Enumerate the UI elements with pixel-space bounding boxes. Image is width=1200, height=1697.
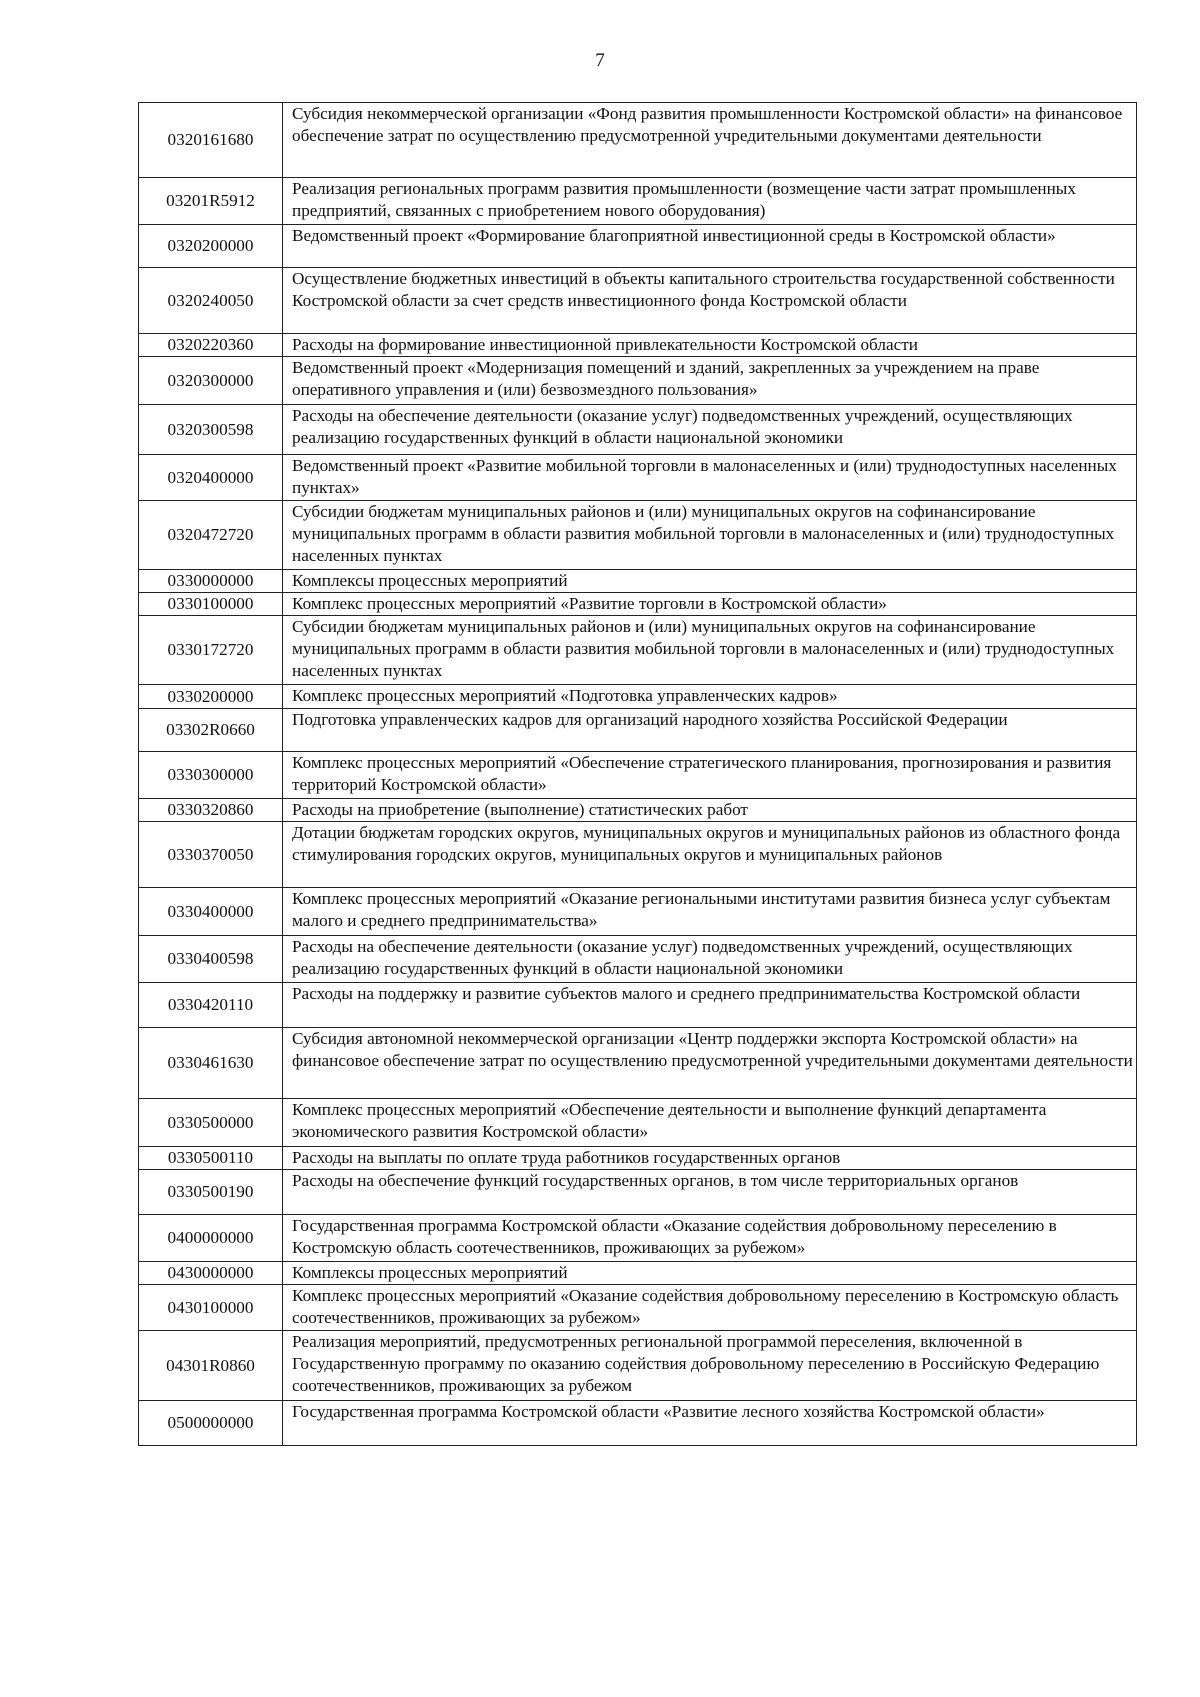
table-row bbox=[139, 268, 1137, 334]
table-row bbox=[139, 1215, 1137, 1262]
table-row bbox=[139, 103, 1137, 178]
table-row bbox=[139, 709, 1137, 752]
budget-code-table bbox=[138, 102, 1137, 1446]
description-cell: Дотации бюджетам городских округов, муниципальных округов и муниципальных районов из областного фонда стимулирования городских округов, муниципальных округов и муниципальных районов bbox=[283, 822, 1137, 888]
code-cell: 0400000000 bbox=[139, 1215, 283, 1262]
code-cell: 0320472720 bbox=[139, 501, 283, 570]
code-cell: 0330461630 bbox=[139, 1028, 283, 1099]
description-cell: Комплексы процессных мероприятий bbox=[283, 1262, 1137, 1285]
table-row bbox=[139, 570, 1137, 593]
code-cell: 0330400598 bbox=[139, 936, 283, 983]
description-cell: Расходы на обеспечение функций государственных органов, в том числе территориальных органов bbox=[283, 1170, 1137, 1215]
description-cell: Комплекс процессных мероприятий «Развитие торговли в Костромской области» bbox=[283, 593, 1137, 616]
table-row bbox=[139, 405, 1137, 455]
description-cell: Расходы на поддержку и развитие субъектов малого и среднего предпринимательства Костромской области bbox=[283, 983, 1137, 1028]
description-cell: Государственная программа Костромской области «Развитие лесного хозяйства Костромской области» bbox=[283, 1401, 1137, 1446]
table-row bbox=[139, 1262, 1137, 1285]
table-row bbox=[139, 822, 1137, 888]
description-cell: Расходы на выплаты по оплате труда работников государственных органов bbox=[283, 1147, 1137, 1170]
code-cell: 03302R0660 bbox=[139, 709, 283, 752]
code-cell: 0330300000 bbox=[139, 752, 283, 799]
code-cell: 0320300598 bbox=[139, 405, 283, 455]
description-cell: Комплекс процессных мероприятий «Оказание региональными институтами развития бизнеса услуг субъектам малого и среднего предпринимательства» bbox=[283, 888, 1137, 936]
table-row bbox=[139, 983, 1137, 1028]
code-cell: 0330000000 bbox=[139, 570, 283, 593]
description-cell: Подготовка управленческих кадров для организаций народного хозяйства Российской Федерации bbox=[283, 709, 1137, 752]
code-cell: 0330100000 bbox=[139, 593, 283, 616]
description-cell: Комплекс процессных мероприятий «Подготовка управленческих кадров» bbox=[283, 685, 1137, 709]
description-cell: Комплексы процессных мероприятий bbox=[283, 570, 1137, 593]
table-row bbox=[139, 334, 1137, 357]
code-cell: 0320161680 bbox=[139, 103, 283, 178]
code-cell: 04301R0860 bbox=[139, 1331, 283, 1401]
code-cell: 0320200000 bbox=[139, 225, 283, 268]
code-cell: 0320240050 bbox=[139, 268, 283, 334]
code-cell: 0330172720 bbox=[139, 616, 283, 685]
table-row bbox=[139, 1147, 1137, 1170]
description-cell: Комплекс процессных мероприятий «Обеспечение деятельности и выполнение функций департамента экономического развития Костромской области» bbox=[283, 1099, 1137, 1147]
description-cell: Субсидия автономной некоммерческой организации «Центр поддержки экспорта Костромской области» на финансовое обеспечение затрат по осуществлению предусмотренной учредительными документами деятельности bbox=[283, 1028, 1137, 1099]
table-row bbox=[139, 455, 1137, 501]
code-cell: 0430100000 bbox=[139, 1285, 283, 1331]
code-cell: 0430000000 bbox=[139, 1262, 283, 1285]
table-row bbox=[139, 593, 1137, 616]
table-row bbox=[139, 1285, 1137, 1331]
description-cell: Ведомственный проект «Развитие мобильной торговли в малонаселенных и (или) труднодоступных населенных пунктах» bbox=[283, 455, 1137, 501]
code-cell: 0330420110 bbox=[139, 983, 283, 1028]
code-cell: 0330400000 bbox=[139, 888, 283, 936]
description-cell: Субсидии бюджетам муниципальных районов и (или) муниципальных округов на софинансирование муниципальных программ в области развития мобильной торговли в малонаселенных и (или) труднодоступных населенных пунктах bbox=[283, 501, 1137, 570]
table-row bbox=[139, 936, 1137, 983]
description-cell: Государственная программа Костромской области «Оказание содействия добровольному переселению в Костромскую область соотечественников, проживающих за рубежом» bbox=[283, 1215, 1137, 1262]
description-cell: Ведомственный проект «Модернизация помещений и зданий, закрепленных за учреждением на праве оперативного управления и (или) безвозмездного пользования» bbox=[283, 357, 1137, 405]
description-cell: Субсидии бюджетам муниципальных районов и (или) муниципальных округов на софинансирование муниципальных программ в области развития мобильной торговли в малонаселенных и (или) труднодоступных населенных пунктах bbox=[283, 616, 1137, 685]
code-cell: 0330500190 bbox=[139, 1170, 283, 1215]
description-cell: Осуществление бюджетных инвестиций в объекты капитального строительства государственной собственности Костромской области за счет средств инвестиционного фонда Костромской области bbox=[283, 268, 1137, 334]
code-cell: 0330320860 bbox=[139, 799, 283, 822]
code-cell: 03201R5912 bbox=[139, 178, 283, 225]
page-number: 7 bbox=[595, 50, 605, 71]
table-row bbox=[139, 1028, 1137, 1099]
code-cell: 0320300000 bbox=[139, 357, 283, 405]
description-cell: Реализация мероприятий, предусмотренных региональной программой переселения, включенной в Государственную программу по оказанию содействия добровольному переселению в Российскую Федерацию соотечественников, проживающих за рубежом bbox=[283, 1331, 1137, 1401]
code-cell: 0320400000 bbox=[139, 455, 283, 501]
table-row bbox=[139, 501, 1137, 570]
description-cell: Расходы на обеспечение деятельности (оказание услуг) подведомственных учреждений, осуществляющих реализацию государственных функций в области национальной экономики bbox=[283, 936, 1137, 983]
table-row bbox=[139, 225, 1137, 268]
table-row bbox=[139, 1170, 1137, 1215]
code-cell: 0330500110 bbox=[139, 1147, 283, 1170]
code-cell: 0500000000 bbox=[139, 1401, 283, 1446]
table-row bbox=[139, 888, 1137, 936]
code-cell: 0330370050 bbox=[139, 822, 283, 888]
description-cell: Расходы на обеспечение деятельности (оказание услуг) подведомственных учреждений, осуществляющих реализацию государственных функций в области национальной экономики bbox=[283, 405, 1137, 455]
code-cell: 0330500000 bbox=[139, 1099, 283, 1147]
code-cell: 0320220360 bbox=[139, 334, 283, 357]
description-cell: Субсидия некоммерческой организации «Фонд развития промышленности Костромской области» на финансовое обеспечение затрат по осуществлению предусмотренной учредительными документами деятельности bbox=[283, 103, 1137, 178]
description-cell: Комплекс процессных мероприятий «Обеспечение стратегического планирования, прогнозирования и развития территорий Костромской области» bbox=[283, 752, 1137, 799]
table-row bbox=[139, 1401, 1137, 1446]
description-cell: Расходы на приобретение (выполнение) статистических работ bbox=[283, 799, 1137, 822]
table-row bbox=[139, 616, 1137, 685]
description-cell: Комплекс процессных мероприятий «Оказание содействия добровольному переселению в Костромскую область соотечественников, проживающих за рубежом» bbox=[283, 1285, 1137, 1331]
code-cell: 0330200000 bbox=[139, 685, 283, 709]
table-row bbox=[139, 799, 1137, 822]
description-cell: Ведомственный проект «Формирование благоприятной инвестиционной среды в Костромской области» bbox=[283, 225, 1137, 268]
description-cell: Реализация региональных программ развития промышленности (возмещение части затрат промышленных предприятий, связанных с приобретением нового оборудования) bbox=[283, 178, 1137, 225]
table-row bbox=[139, 752, 1137, 799]
table-row bbox=[139, 178, 1137, 225]
table-row bbox=[139, 685, 1137, 709]
table-row bbox=[139, 1331, 1137, 1401]
description-cell: Расходы на формирование инвестиционной привлекательности Костромской области bbox=[283, 334, 1137, 357]
table-row bbox=[139, 357, 1137, 405]
table-body bbox=[139, 103, 1137, 1446]
table-row bbox=[139, 1099, 1137, 1147]
